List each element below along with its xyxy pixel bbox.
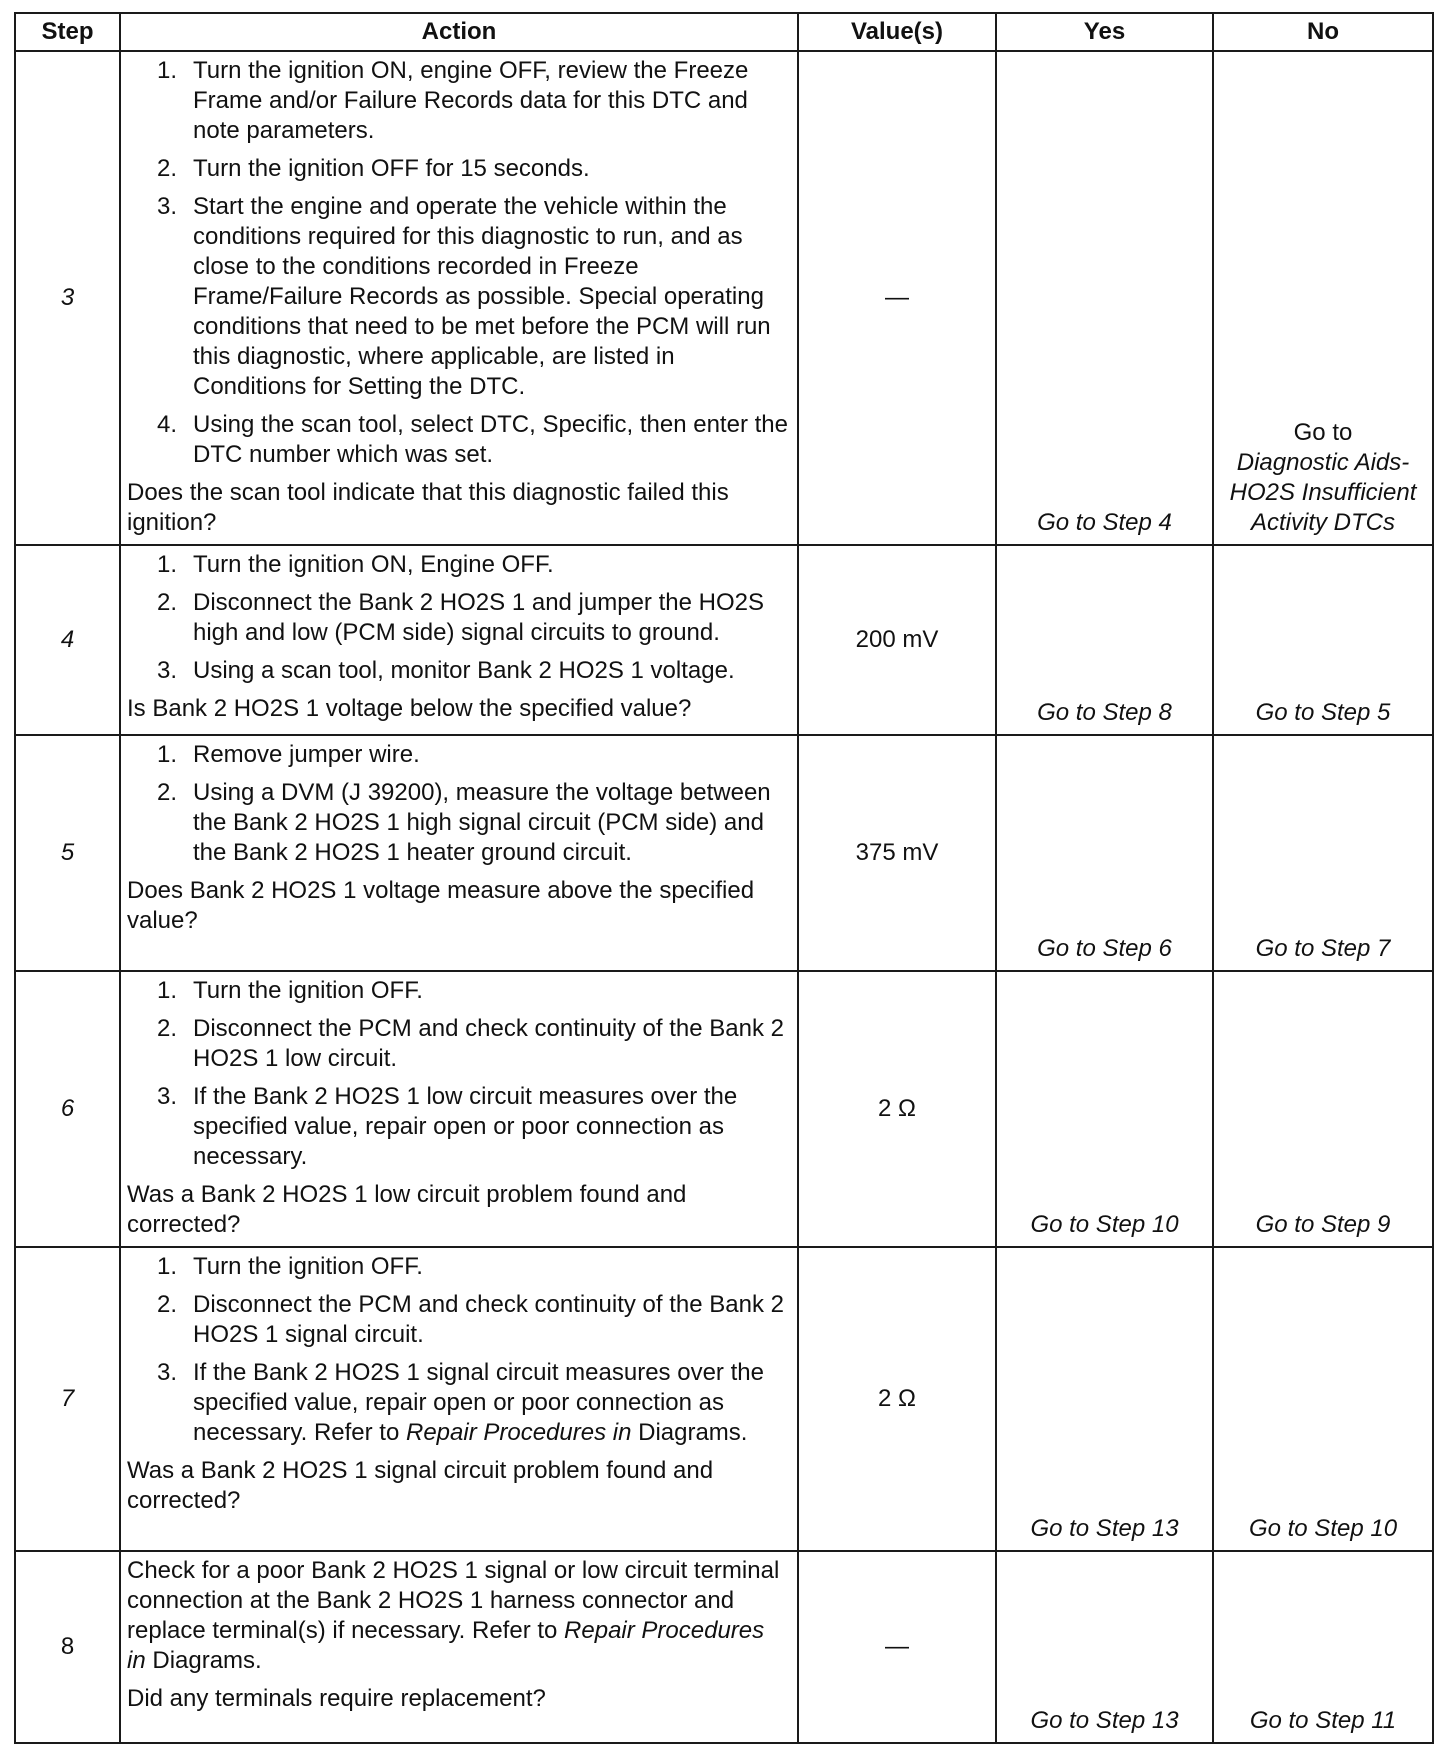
list-item: 1. Turn the ignition ON, Engine OFF. — [157, 551, 554, 578]
value-cell: 375 mV — [798, 735, 996, 971]
yes-cell: Go to Step 13 — [996, 1551, 1213, 1743]
list-item: 2. Turn the ignition OFF for 15 seconds. — [157, 155, 590, 182]
list-item: 3. Start the engine and operate the vehicle within the conditions required for this diagnostic to run, and as close to the conditions recorded in Freeze Frame/Failure Records as possible. Special operating conditions that need to be met before the PCM will run this diagnostic, where applicable, are listed in Conditions for Setting the DTC. — [157, 193, 771, 400]
list-item: 2. Disconnect the PCM and check continuity of the Bank 2 HO2S 1 low circuit. — [157, 1015, 784, 1072]
header-yes: Yes — [996, 13, 1213, 51]
table-row — [15, 1551, 1433, 1743]
step-number: 8 — [15, 1551, 120, 1743]
header-step: Step — [15, 13, 120, 51]
value-cell: 2 Ω — [798, 1247, 996, 1551]
no-cell: Go to Step 11 — [1213, 1551, 1433, 1743]
value-cell: 200 mV — [798, 545, 996, 735]
list-item: 1. Turn the ignition OFF. — [157, 1253, 423, 1280]
diagnostic-table — [14, 12, 1434, 1744]
list-item: 1. Turn the ignition OFF. — [157, 977, 423, 1004]
list-item: 2. Disconnect the PCM and check continuity of the Bank 2 HO2S 1 signal circuit. — [157, 1291, 784, 1348]
action-cell — [120, 735, 798, 971]
yes-cell: Go to Step 8 — [996, 545, 1213, 735]
step-number: 3 — [15, 51, 120, 545]
value-cell: — — [798, 51, 996, 545]
table-row — [15, 51, 1433, 545]
value-cell: — — [798, 1551, 996, 1743]
question: Was a Bank 2 HO2S 1 signal circuit problem found and corrected? — [127, 1457, 714, 1514]
action-cell — [120, 971, 798, 1247]
step-number: 5 — [15, 735, 120, 971]
header-action: Action — [120, 13, 798, 51]
yes-cell: Go to Step 6 — [996, 735, 1213, 971]
table-row — [15, 971, 1433, 1247]
action-cell — [120, 1551, 798, 1743]
action-cell — [120, 545, 798, 735]
list-item: 3. If the Bank 2 HO2S 1 signal circuit measures over the specified value, repair open or poor connection as necessary. Refer to Repair Procedures in Diagrams. — [157, 1359, 764, 1446]
no-cell: Go to Step 10 — [1213, 1247, 1433, 1551]
table-row — [15, 545, 1433, 735]
table-row — [15, 735, 1433, 971]
step-number: 4 — [15, 545, 120, 735]
action-cell — [120, 51, 798, 545]
no-prefix: Go to — [1293, 419, 1353, 446]
step-number: 7 — [15, 1247, 120, 1551]
list-item: 1. Remove jumper wire. — [157, 741, 420, 768]
question: Is Bank 2 HO2S 1 voltage below the specified value? — [127, 695, 692, 722]
header-no: No — [1213, 13, 1433, 51]
no-cell: Go to Step 7 — [1213, 735, 1433, 971]
yes-cell: Go to Step 4 — [996, 51, 1213, 545]
no-cell — [1213, 51, 1433, 545]
question: Does Bank 2 HO2S 1 voltage measure above the specified value? — [127, 877, 755, 934]
list-item: 4. Using the scan tool, select DTC, Specific, then enter the DTC number which was set. — [157, 411, 788, 468]
list-item: 2. Using a DVM (J 39200), measure the voltage between the Bank 2 HO2S 1 high signal circuit (PCM side) and the Bank 2 HO2S 1 heater ground circuit. — [157, 779, 771, 866]
list-item: 2. Disconnect the Bank 2 HO2S 1 and jumper the HO2S high and low (PCM side) signal circuits to ground. — [157, 589, 764, 646]
action-paragraph: Check for a poor Bank 2 HO2S 1 signal or low circuit terminal connection at the Bank 2 HO2S 1 harness connector and replace terminal(s) if necessary. Refer to Repair Procedures in Diagrams. — [127, 1557, 780, 1674]
value-cell: 2 Ω — [798, 971, 996, 1247]
no-cell: Go to Step 5 — [1213, 545, 1433, 735]
no-link: Diagnostic Aids-HO2S Insufficient Activity DTCs — [1229, 449, 1417, 536]
yes-cell: Go to Step 10 — [996, 971, 1213, 1247]
header-values: Value(s) — [798, 13, 996, 51]
list-item: 1. Turn the ignition ON, engine OFF, review the Freeze Frame and/or Failure Records data for this DTC and note parameters. — [157, 57, 749, 144]
question: Does the scan tool indicate that this diagnostic failed this ignition? — [127, 479, 729, 536]
question: Did any terminals require replacement? — [127, 1685, 546, 1712]
action-cell — [120, 1247, 798, 1551]
list-item: 3. Using a scan tool, monitor Bank 2 HO2S 1 voltage. — [157, 657, 735, 684]
no-cell: Go to Step 9 — [1213, 971, 1433, 1247]
step-number: 6 — [15, 971, 120, 1247]
question: Was a Bank 2 HO2S 1 low circuit problem found and corrected? — [127, 1181, 687, 1238]
table-row — [15, 1247, 1433, 1551]
header-row — [15, 13, 1433, 51]
yes-cell: Go to Step 13 — [996, 1247, 1213, 1551]
list-item: 3. If the Bank 2 HO2S 1 low circuit measures over the specified value, repair open or poor connection as necessary. — [157, 1083, 738, 1170]
